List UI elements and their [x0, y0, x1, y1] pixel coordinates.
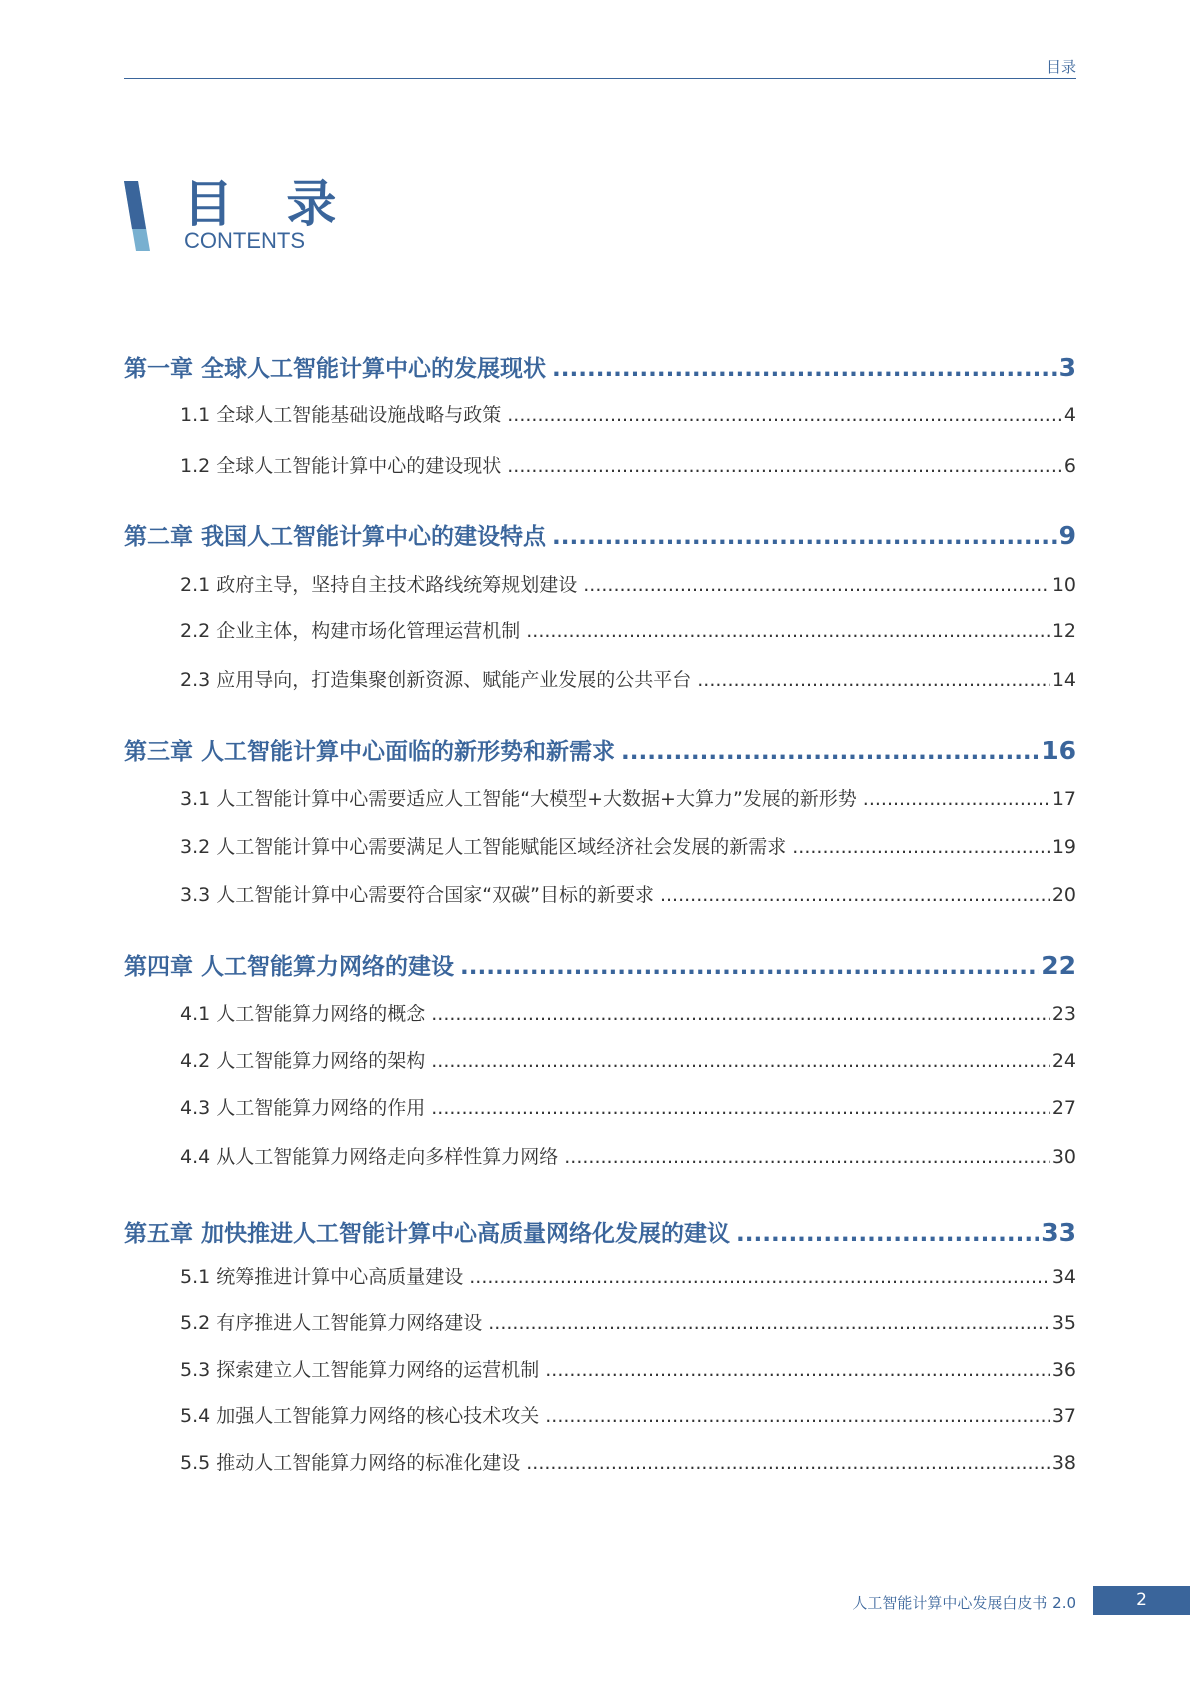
toc-section-entry[interactable] [180, 451, 1076, 478]
toc-section-entry[interactable] [180, 665, 1076, 692]
toc-entry-label: 5.5 推动人工智能算力网络的标准化建设 [180, 1452, 521, 1474]
toc-section-entry[interactable] [180, 832, 1076, 859]
toc-entry-label: 4.2 人工智能算力网络的架构 [180, 1050, 426, 1072]
toc-entry-label: 第一章 全球人工智能计算中心的发展现状 [124, 356, 547, 382]
toc-entry-page: 3 [1058, 353, 1076, 382]
toc-entry-page: 37 [1051, 1405, 1076, 1427]
toc-entry-page: 19 [1051, 836, 1076, 858]
toc-entry-label: 1.2 全球人工智能计算中心的建设现状 [180, 455, 502, 477]
toc-section-entry[interactable] [180, 1401, 1076, 1428]
toc-entry-label: 第四章 人工智能算力网络的建设 [124, 954, 455, 980]
dot-leader [526, 1452, 1050, 1474]
dot-leader [507, 455, 1062, 477]
dot-leader [564, 1146, 1050, 1168]
dot-leader [469, 1266, 1050, 1288]
dot-leader [545, 1359, 1050, 1381]
dot-leader [431, 1050, 1050, 1072]
dot-leader [621, 739, 1039, 765]
toc-entry-page: 27 [1051, 1097, 1076, 1119]
toc-entry-label: 4.4 从人工智能算力网络走向多样性算力网络 [180, 1146, 559, 1168]
toc-section-entry[interactable] [180, 1093, 1076, 1120]
page-title: 目 录 [183, 175, 355, 233]
toc-entry-page: 36 [1051, 1359, 1076, 1381]
toc-entry-page: 38 [1051, 1452, 1076, 1474]
toc-entry-page: 20 [1051, 884, 1076, 906]
dot-leader [697, 669, 1050, 691]
toc-entry-label: 4.1 人工智能算力网络的概念 [180, 1003, 426, 1025]
toc-entry-page: 33 [1041, 1218, 1076, 1247]
toc-entry-label: 3.2 人工智能计算中心需要满足人工智能赋能区域经济社会发展的新需求 [180, 836, 787, 858]
dot-leader [526, 620, 1050, 642]
dot-leader [488, 1312, 1050, 1334]
dot-leader [736, 1221, 1039, 1247]
toc-entry-page: 12 [1051, 620, 1076, 642]
toc-section-entry[interactable] [180, 1142, 1076, 1169]
toc-entry-page: 6 [1063, 455, 1076, 477]
toc-entry-page: 35 [1051, 1312, 1076, 1334]
toc-entry-label: 5.4 加强人工智能算力网络的核心技术攻关 [180, 1405, 540, 1427]
toc-section-entry[interactable] [180, 400, 1076, 427]
toc-entry-label: 1.1 全球人工智能基础设施战略与政策 [180, 404, 502, 426]
dot-leader [460, 954, 1039, 980]
toc-entry-label: 第五章 加快推进人工智能计算中心高质量网络化发展的建议 [124, 1221, 731, 1247]
toc-section-entry[interactable] [180, 784, 1076, 811]
toc-entry-label: 3.3 人工智能计算中心需要符合国家“双碳”目标的新要求 [180, 884, 654, 906]
toc-section-entry[interactable] [180, 1355, 1076, 1382]
toc-entry-page: 9 [1058, 521, 1076, 550]
header-divider [124, 78, 1076, 79]
toc-entry-label: 第三章 人工智能计算中心面临的新形势和新需求 [124, 739, 616, 765]
toc-section-entry[interactable] [180, 1308, 1076, 1335]
toc-section-entry[interactable] [180, 616, 1076, 643]
toc-section-entry[interactable] [180, 1262, 1076, 1289]
toc-section-entry[interactable] [180, 570, 1076, 597]
dot-leader [552, 356, 1057, 382]
toc-entry-label: 4.3 人工智能算力网络的作用 [180, 1097, 426, 1119]
toc-entry-page: 22 [1041, 951, 1076, 980]
toc-chapter-entry[interactable] [124, 350, 1076, 383]
toc-entry-page: 4 [1063, 404, 1076, 426]
toc-entry-page: 24 [1051, 1050, 1076, 1072]
toc-entry-page: 30 [1051, 1146, 1076, 1168]
footer-doc-title: 人工智能计算中心发展白皮书 2.0 [852, 1594, 1076, 1612]
page-subtitle: CONTENTS [184, 228, 305, 253]
dot-leader [545, 1405, 1050, 1427]
dot-leader [552, 524, 1057, 550]
toc-entry-page: 17 [1051, 788, 1076, 810]
toc-entry-label: 2.1 政府主导，坚持自主技术路线统筹规划建设 [180, 574, 578, 596]
toc-entry-label: 5.2 有序推进人工智能算力网络建设 [180, 1312, 483, 1334]
toc-chapter-entry[interactable] [124, 948, 1076, 981]
toc-entry-label: 2.2 企业主体，构建市场化管理运营机制 [180, 620, 521, 642]
dot-leader [431, 1003, 1050, 1025]
toc-entry-page: 34 [1051, 1266, 1076, 1288]
toc-entry-page: 23 [1051, 1003, 1076, 1025]
dot-leader [863, 788, 1050, 810]
toc-chapter-entry[interactable] [124, 1215, 1076, 1248]
toc-entry-label: 2.3 应用导向，打造集聚创新资源、赋能产业发展的公共平台 [180, 669, 692, 691]
toc-entry-page: 10 [1051, 574, 1076, 596]
dot-leader [431, 1097, 1050, 1119]
page-number: 2 [1093, 1586, 1190, 1615]
toc-chapter-entry[interactable] [124, 518, 1076, 551]
contents-logo-icon [124, 181, 164, 251]
toc-chapter-entry[interactable] [124, 733, 1076, 766]
toc-entry-page: 16 [1041, 736, 1076, 765]
dot-leader [792, 836, 1050, 858]
header-section-label: 目录 [1045, 58, 1076, 76]
toc-section-entry[interactable] [180, 999, 1076, 1026]
toc-entry-label: 5.3 探索建立人工智能算力网络的运营机制 [180, 1359, 540, 1381]
dot-leader [583, 574, 1050, 596]
toc-section-entry[interactable] [180, 1046, 1076, 1073]
toc-section-entry[interactable] [180, 880, 1076, 907]
toc-entry-page: 14 [1051, 669, 1076, 691]
dot-leader [507, 404, 1062, 426]
toc-entry-label: 第二章 我国人工智能计算中心的建设特点 [124, 524, 547, 550]
toc-entry-label: 3.1 人工智能计算中心需要适应人工智能“大模型+大数据+大算力”发展的新形势 [180, 788, 857, 810]
toc-entry-label: 5.1 统筹推进计算中心高质量建设 [180, 1266, 464, 1288]
toc-section-entry[interactable] [180, 1448, 1076, 1475]
dot-leader [660, 884, 1050, 906]
